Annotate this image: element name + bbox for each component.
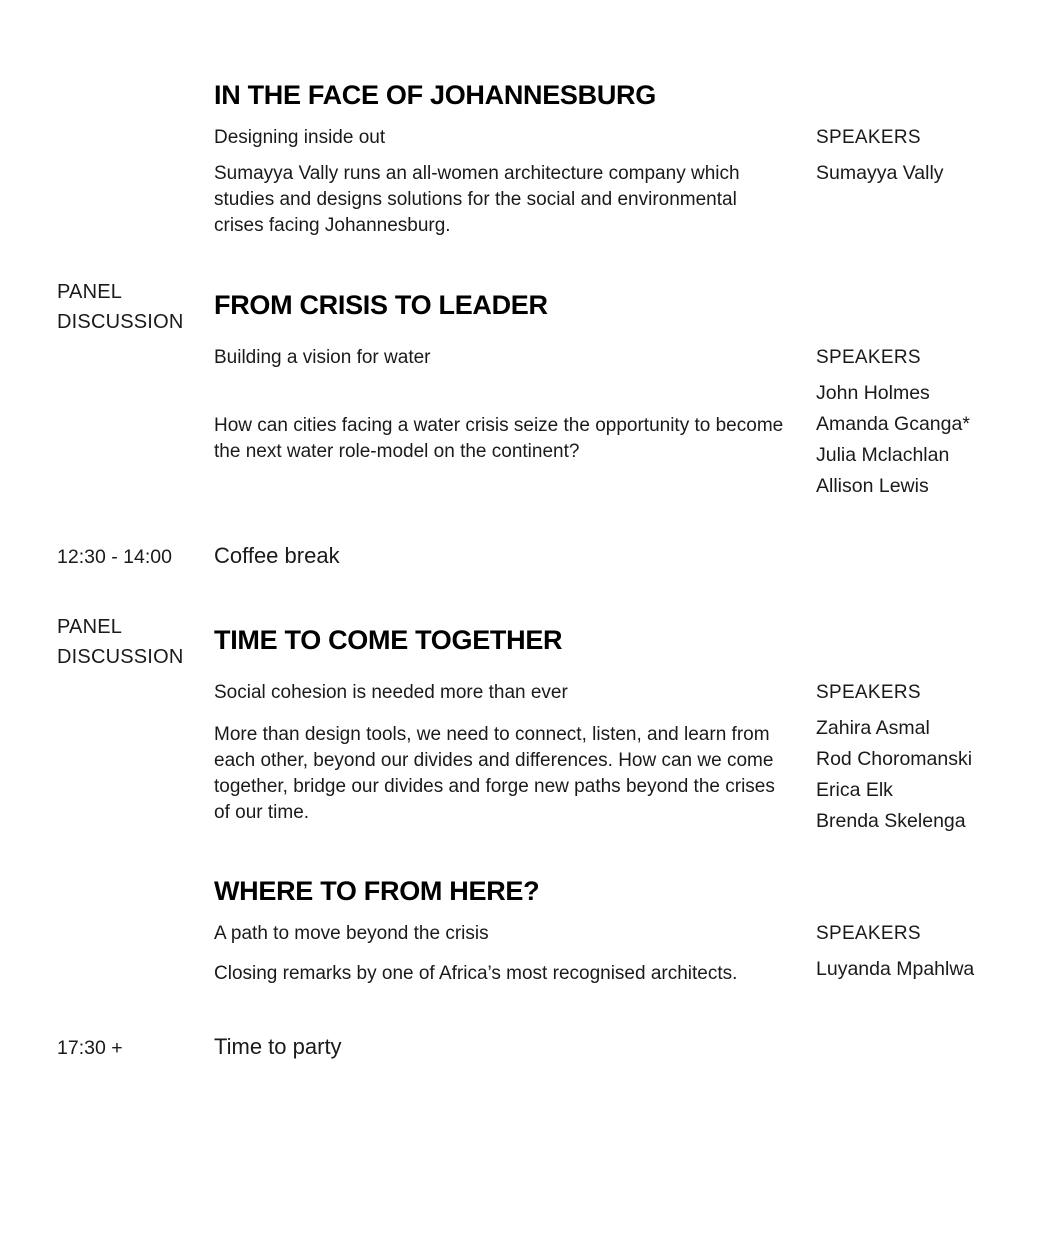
speaker-list bbox=[816, 158, 944, 189]
break-time: 12:30 - 14:00 bbox=[57, 546, 172, 568]
speaker-name: Zahira Asmal bbox=[816, 717, 930, 739]
speaker-name: Rod Choromanski bbox=[816, 748, 973, 770]
speaker-name: Allison Lewis bbox=[816, 475, 929, 497]
speaker-name: Sumayya Vally bbox=[816, 162, 944, 184]
session-title: FROM CRISIS TO LEADER bbox=[214, 290, 548, 320]
speaker-name: Erica Elk bbox=[816, 779, 893, 801]
break-time: 17:30 + bbox=[57, 1037, 123, 1059]
break-label: Time to party bbox=[214, 1034, 342, 1059]
speaker-name: Amanda Gcanga* bbox=[816, 413, 970, 435]
session-subtitle: Building a vision for water bbox=[214, 347, 431, 368]
session-description: Closing remarks by one of Africa’s most recognised architects. bbox=[214, 963, 738, 984]
speaker-list bbox=[816, 954, 974, 985]
speaker-list bbox=[816, 378, 970, 502]
speakers-heading: SPEAKERS bbox=[816, 347, 921, 368]
speaker-name: Brenda Skelenga bbox=[816, 810, 966, 832]
session-title: WHERE TO FROM HERE? bbox=[214, 876, 540, 906]
speaker-name: Julia Mclachlan bbox=[816, 444, 950, 466]
session-type-label: PANEL DISCUSSION bbox=[57, 281, 184, 333]
session-type-label: PANEL DISCUSSION bbox=[57, 616, 184, 668]
speaker-name: John Holmes bbox=[816, 382, 930, 404]
session-subtitle: A path to move beyond the crisis bbox=[214, 923, 489, 944]
session-description: Sumayya Vally runs an all-women architecture company which studies and designs solutions for the social and environmental crises facing Johannesburg. bbox=[214, 163, 740, 236]
speakers-heading: SPEAKERS bbox=[816, 682, 921, 703]
session-description: More than design tools, we need to connect, listen, and learn from each other, beyond our divides and differences. How can we come together, bridge our divides and forge new paths beyond the crises of our time. bbox=[214, 724, 775, 823]
speakers-heading: SPEAKERS bbox=[816, 127, 921, 148]
session-title: TIME TO COME TOGETHER bbox=[214, 625, 563, 655]
session-description: How can cities facing a water crisis seize the opportunity to become the next water role-model on the continent? bbox=[214, 415, 784, 462]
speakers-heading: SPEAKERS bbox=[816, 923, 921, 944]
speaker-name: Luyanda Mpahlwa bbox=[816, 958, 975, 980]
session-subtitle: Social cohesion is needed more than ever bbox=[214, 682, 568, 703]
session-title: IN THE FACE OF JOHANNESBURG bbox=[214, 80, 656, 110]
break-label: Coffee break bbox=[214, 543, 340, 568]
session-subtitle: Designing inside out bbox=[214, 127, 386, 148]
speaker-list bbox=[816, 713, 972, 837]
